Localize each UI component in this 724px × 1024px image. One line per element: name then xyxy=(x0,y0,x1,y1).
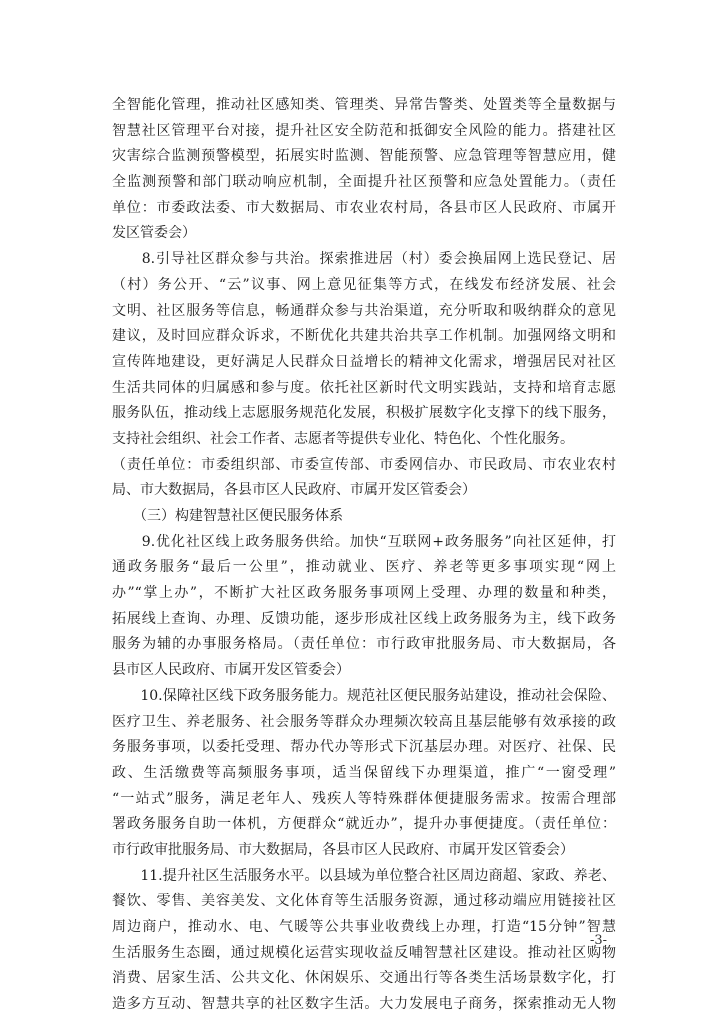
page-number: -3- xyxy=(590,933,608,948)
document-body xyxy=(112,93,616,1018)
body-line: 办”“掌上办”，不断扩大社区政务服务事项网上受理、办理的数量和种类， xyxy=(112,585,616,602)
body-line: 消费、居家生活、公共文化、休闲娱乐、交通出行等各类生活场景数字化，打 xyxy=(112,970,616,987)
body-line: 通政务服务“最后一公里”，推动就业、医疗、养老等更多事项实现“网上 xyxy=(112,559,616,576)
body-line: 服务队伍，推动线上志愿服务规范化发展，积极扩展数字化支撑下的线下服务， xyxy=(112,405,616,422)
body-line: 文明、社区服务等信息，畅通群众参与共治渠道，充分听取和吸纳群众的意见 xyxy=(112,302,616,319)
body-line: （责任单位：市委组织部、市委宣传部、市委网信办、市民政局、市农业农村 xyxy=(112,456,616,473)
body-line: 10.保障社区线下政务服务能力。规范社区便民服务站建设，推动社会保险、 xyxy=(112,687,616,704)
body-line: 造多方互动、智慧共享的社区数字生活。大力发展电子商务，探索推动无人物 xyxy=(112,996,616,1013)
body-line: 灾害综合监测预警模型，拓展实时监测、智能预警、应急管理等智慧应用，健 xyxy=(112,148,616,165)
body-line: 生活服务生态圈，通过规模化运营实现收益反哺智慧社区建设。推动社区购物 xyxy=(112,944,616,961)
body-line: 餐饮、零售、美容美发、文化体育等生活服务资源，通过移动端应用链接社区 xyxy=(112,893,616,910)
body-line: 医疗卫生、养老服务、社会服务等群众办理频次较高且基层能够有效承接的政 xyxy=(112,713,616,730)
body-line: 全监测预警和部门联动响应机制，全面提升社区预警和应急处置能力。（责任 xyxy=(112,174,616,191)
body-line: 拓展线上查询、办理、反馈功能，逐步形成社区线上政务服务为主，线下政务 xyxy=(112,610,616,627)
body-line: 局、市大数据局，各县市区人民政府、市属开发区管委会） xyxy=(112,482,476,499)
body-line: 全智能化管理，推动社区感知类、管理类、异常告警类、处置类等全量数据与 xyxy=(112,97,616,113)
body-line: （村）务公开、“云”议事、网上意见征集等方式，在线发布经济发展、社会 xyxy=(112,276,616,293)
body-line: 市行政审批服务局、市大数据局，各县市区人民政府、市属开发区管委会） xyxy=(112,841,574,858)
body-line: 县市区人民政府、市属开发区管委会） xyxy=(112,662,350,679)
body-line: 宣传阵地建设，更好满足人民群众日益增长的精神文化需求，增强居民对社区 xyxy=(112,353,616,370)
section-heading: （三）构建智慧社区便民服务体系 xyxy=(112,508,343,524)
body-line: 9.优化社区线上政务服务供给。加快“互联网+政务服务”向社区延伸，打 xyxy=(112,533,616,550)
body-line: 服务为辅的办事服务格局。（责任单位：市行政审批服务局、市大数据局，各 xyxy=(112,636,616,653)
body-line: 周边商户，推动水、电、气暖等公共事业收费线上办理，打造“15分钟”智慧 xyxy=(112,919,616,935)
body-line: 生活共同体的归属感和参与度。依托社区新时代文明实践站，支持和培育志愿 xyxy=(112,379,616,396)
body-line: 智慧社区管理平台对接，提升社区安全防范和抵御安全风险的能力。搭建社区 xyxy=(112,122,616,139)
body-line: “一站式”服务，满足老年人、残疾人等特殊群体便捷服务需求。按需合理部 xyxy=(112,790,616,807)
body-line: 务服务事项，以委托受理、帮办代办等形式下沉基层办理。对医疗、社保、民 xyxy=(112,739,616,756)
body-line: 支持社会组织、社会工作者、志愿者等提供专业化、特色化、个性化服务。 xyxy=(112,430,574,447)
body-line: 发区管委会） xyxy=(112,225,196,242)
body-line: 建议，及时回应群众诉求，不断优化共建共治共享工作机制。加强网络文明和 xyxy=(112,328,616,345)
body-line: 8.引导社区群众参与共治。探索推进居（村）委会换届网上选民登记、居 xyxy=(112,251,616,268)
body-line: 政、生活缴费等高频服务事项，适当保留线下办理渠道，推广“一窗受理” xyxy=(112,764,616,781)
body-line: 11.提升社区生活服务水平。以县域为单位整合社区周边商超、家政、养老、 xyxy=(112,867,616,884)
body-line: 单位：市委政法委、市大数据局、市农业农村局，各县市区人民政府、市属开 xyxy=(112,199,616,216)
body-line: 署政务服务自助一体机，方便群众“就近办”，提升办事便捷度。（责任单位： xyxy=(112,816,616,833)
